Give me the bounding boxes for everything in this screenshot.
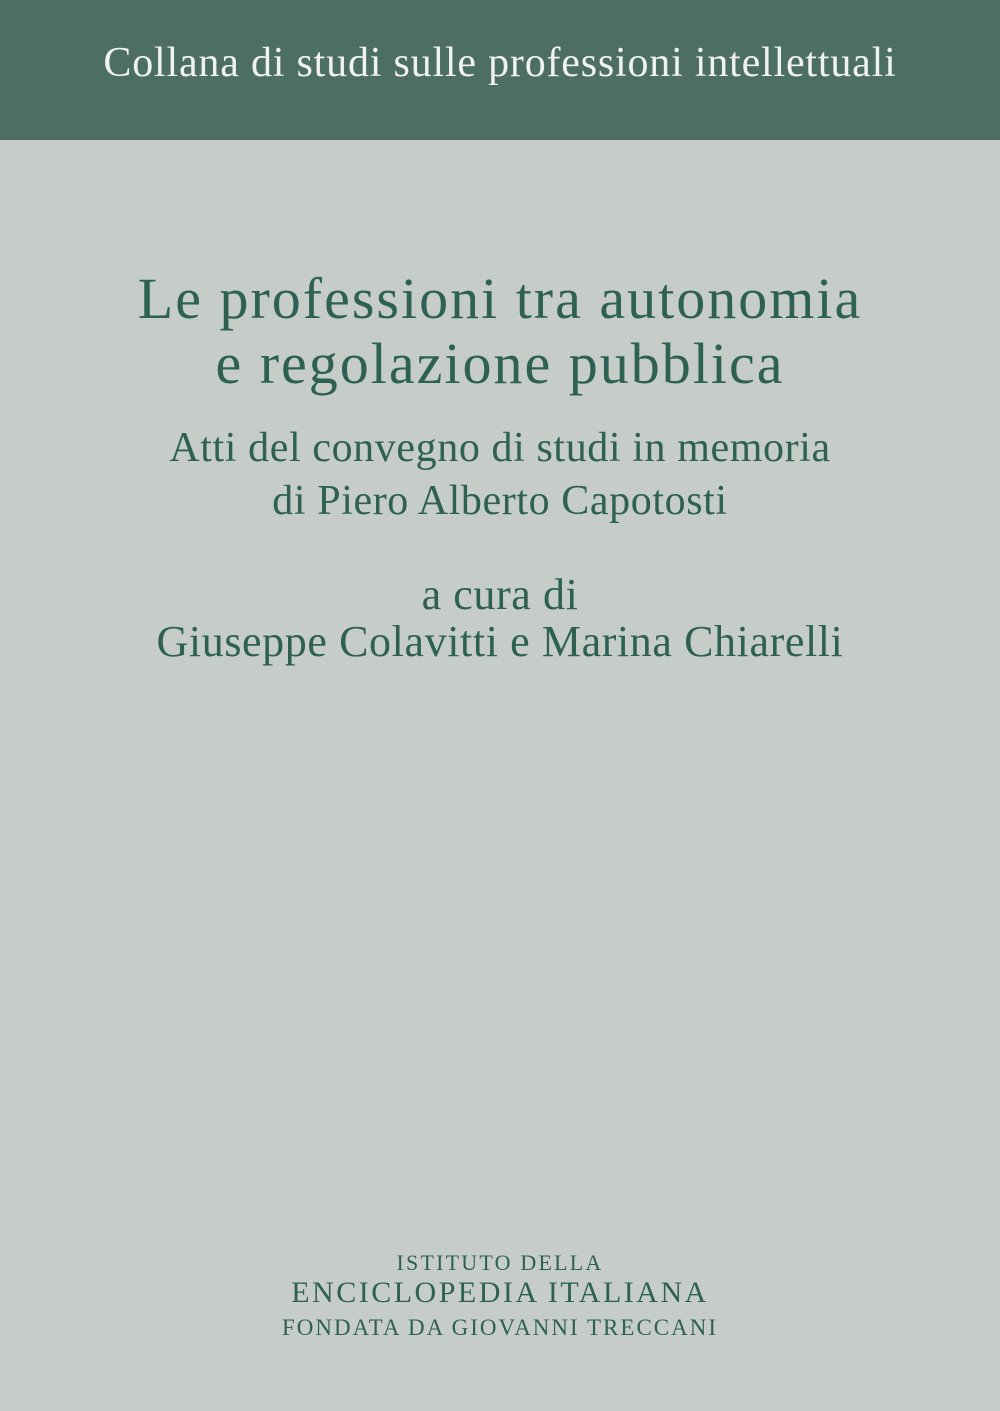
series-band (0, 0, 1000, 140)
book-subtitle-line1: Atti del convegno di studi in memoria (169, 425, 831, 471)
book-subtitle-line2: di Piero Alberto Capotosti (272, 478, 728, 524)
book-title (0, 266, 1000, 396)
publisher-founder-line: FONDATA DA GIOVANNI TRECCANI (281, 1315, 719, 1340)
publisher-imprint (0, 1250, 1000, 1341)
publisher-institute-line: ISTITUTO DELLA (396, 1250, 604, 1275)
publisher-name-line: ENCICLOPEDIA ITALIANA (291, 1276, 709, 1309)
editors-block (0, 571, 1000, 665)
editors-prefix: a cura di (421, 570, 579, 619)
series-title: Collana di studi sulle professioni intellettuali (103, 40, 897, 86)
book-subtitle (0, 422, 1000, 528)
book-title-line2: e regolazione pubblica (215, 331, 785, 396)
editors-names: Giuseppe Colavitti e Marina Chiarelli (156, 617, 844, 666)
book-title-line1: Le professioni tra autonomia (137, 266, 863, 331)
